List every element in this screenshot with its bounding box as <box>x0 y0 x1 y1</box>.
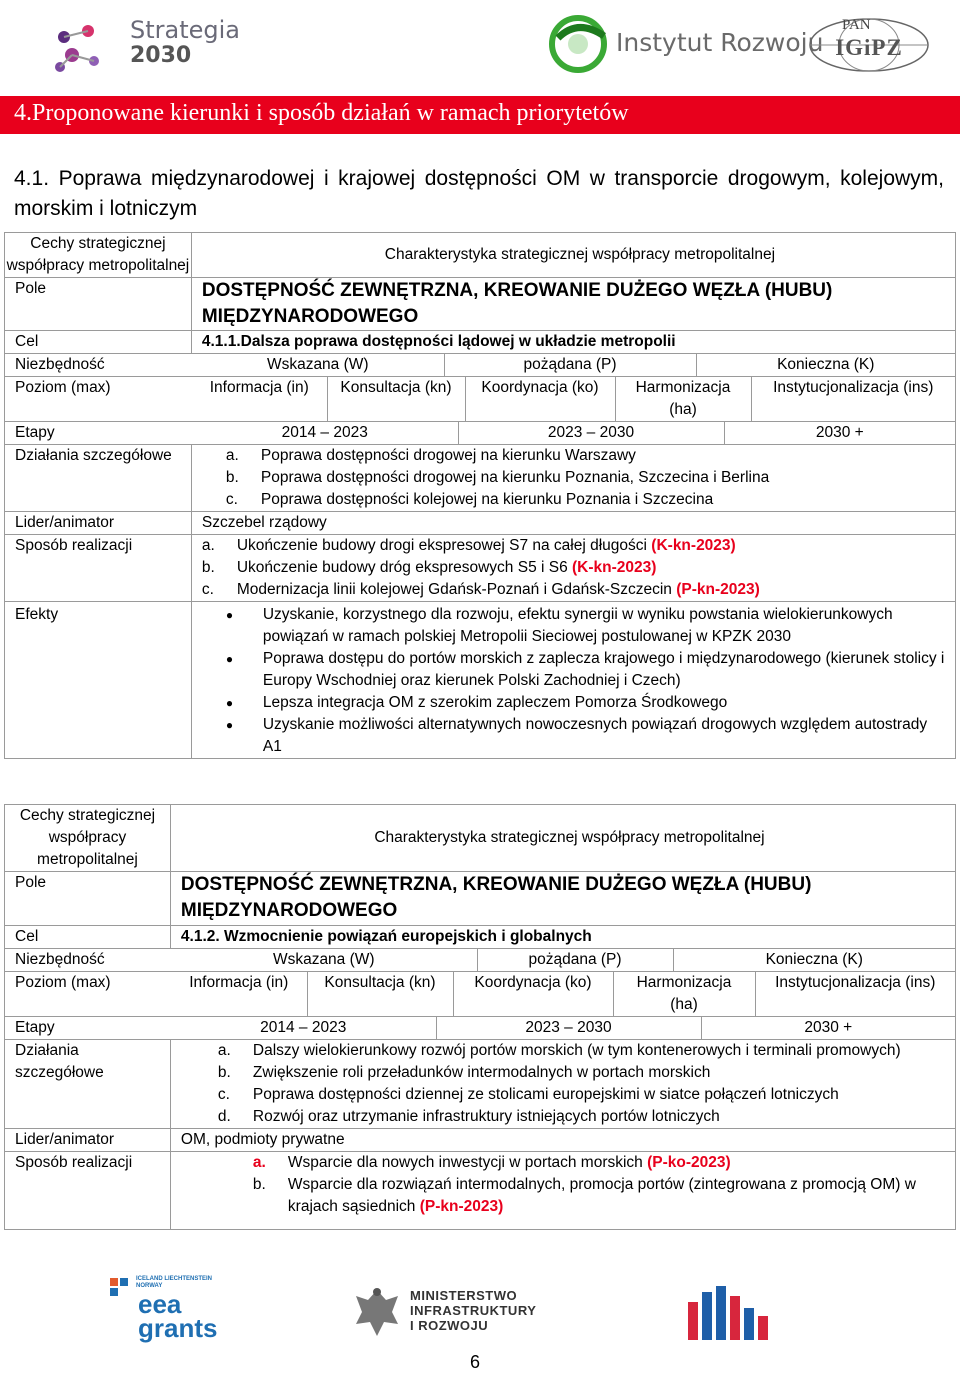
t2-lider-value: OM, podmioty prywatne <box>170 1129 955 1152</box>
strategia-year: 2030 <box>130 43 192 68</box>
t2-cel-label: Cel <box>5 926 171 949</box>
t1-lider-value: Szczebel rządowy <box>191 512 955 535</box>
t2-etapy-3: 2030 + <box>804 1019 853 1036</box>
t2-poziom-label: Poziom (max) <box>15 974 111 991</box>
t1-pole-value: DOSTĘPNOŚĆ ZEWNĘTRZNA, KREOWANIE DUŻEGO WĘZŁA (HUBU) MIĘDZYNARODOWEGO <box>201 280 833 327</box>
t1-etapy-row <box>15 422 955 444</box>
pan-igipz-logo <box>808 15 930 73</box>
t2-poziom-kn: Konsultacja (kn) <box>307 972 453 1016</box>
t1-niezbednosc-p: pożądana (P) <box>444 354 696 376</box>
eea-mark-icon <box>108 1276 136 1342</box>
eea-countries: ICELAND LIECHTENSTEIN NORWAY <box>136 1276 213 1289</box>
list-item: a. Dalszy wielokierunkowy rozwój portów morskich (w tym kontenerowych i terminali promowych) <box>217 1042 901 1059</box>
list-item: a. Ukończenie budowy drogi ekspresowej S7 na całej długości (K-kn-2023) <box>201 537 736 554</box>
t1-pole-label: Pole <box>5 278 192 331</box>
t1-niezbednosc-label: Niezbędność <box>15 356 105 373</box>
ministerstwo-logo <box>352 1284 542 1340</box>
t1-niezbednosc-w: Wskazana (W) <box>192 354 444 376</box>
t2-niezbednosc-k: Konieczna (K) <box>765 951 863 968</box>
t2-niezbednosc-p: pożądana (P) <box>477 949 673 971</box>
t2-niezbednosc-w: Wskazana (W) <box>171 949 477 971</box>
list-item: a. Poprawa dostępności drogowej na kierunku Warszawy <box>225 447 636 464</box>
strategia-name: Strategia <box>130 16 241 44</box>
list-item: d. Rozwój oraz utrzymanie infrastruktury istniejących portów lotniczych <box>217 1108 720 1125</box>
t1-header-right: Charakterystyka strategicznej współpracy metropolitalnej <box>191 233 955 278</box>
t1-cel-value: 4.1.1.Dalsza poprawa dostępności lądowej w układzie metropolii <box>191 331 955 354</box>
t1-poziom-ko: Koordynacja (ko) <box>465 377 615 421</box>
t2-etapy-row <box>15 1017 955 1039</box>
list-item: c. Modernizacja linii kolejowej Gdańsk-Poznań i Gdańsk-Szczecin (P-kn-2023) <box>201 581 760 598</box>
t2-poziom-ha: Harmonizacja (ha) <box>613 972 755 1016</box>
t1-niezbednosc-k: Konieczna (K) <box>777 356 875 373</box>
t2-sposob-label: Sposób realizacji <box>5 1152 171 1230</box>
t1-sposob-label: Sposób realizacji <box>5 535 192 602</box>
subsection-title: 4.1. Poprawa międzynarodowej i krajowej dostępności OM w transporcie drogowym, kolejowym, morskim i lotniczym <box>14 167 944 220</box>
t1-cel-label: Cel <box>5 331 192 354</box>
t1-poziom-ha: Harmonizacja (ha) <box>615 377 751 421</box>
t2-pole-value: DOSTĘPNOŚĆ ZEWNĘTRZNA, KREOWANIE DUŻEGO WĘZŁA (HUBU) MIĘDZYNARODOWEGO <box>180 874 812 921</box>
t2-pole-label: Pole <box>5 872 171 926</box>
list-item: c. Poprawa dostępności dziennej ze stolicami europejskimi w siatce połączeń lotniczych <box>217 1086 839 1103</box>
t1-etapy-3: 2030 + <box>815 424 864 441</box>
t2-cel-value: 4.1.2. Wzmocnienie powiązań europejskich i globalnych <box>170 926 955 949</box>
t1-poziom-row <box>15 377 955 421</box>
instytut-leaf-icon <box>548 14 612 74</box>
t2-sposob-list <box>253 1152 941 1218</box>
bullet-icon: ● <box>225 696 234 710</box>
t1-etapy-label: Etapy <box>15 424 55 441</box>
t2-poziom-ko: Koordynacja (ko) <box>453 972 613 1016</box>
t1-efekty-list <box>192 604 945 758</box>
eagle-emblem-icon <box>352 1284 402 1340</box>
strategy-table-1 <box>4 232 956 759</box>
t2-niezbednosc-label: Niezbędność <box>15 951 105 968</box>
bullet-icon: ● <box>225 652 234 666</box>
t2-lider-label: Lider/animator <box>5 1129 171 1152</box>
list-item: ● Uzyskanie możliwości alternatywnych nowoczesnych powiązań drogowych względem autostrady A1 <box>192 714 945 758</box>
list-item: ● Poprawa dostępu do portów morskich z zaplecza krajowego i międzynarodowego (kierunek stolicy i Europy Wschodniej oraz kierunek Polski Zachodniej i Czech) <box>192 648 945 692</box>
list-item: b. Ukończenie budowy dróg ekspresowych S5 i S6 (K-kn-2023) <box>201 559 657 576</box>
section-title: 4.Proponowane kierunki i sposób działań w ramach priorytetów <box>14 100 629 126</box>
t2-poziom-row <box>15 972 955 1016</box>
t1-dzialania-list <box>226 445 955 511</box>
t1-niezbednosc-row <box>15 354 955 376</box>
t2-etapy-label: Etapy <box>15 1019 55 1036</box>
t1-poziom-kn: Konsultacja (kn) <box>327 377 465 421</box>
t1-poziom-in: Informacja (in) <box>192 377 327 421</box>
eu-bars-icon <box>682 1282 778 1342</box>
instytut-rozwoju-text: Instytut Rozwoju <box>616 28 824 57</box>
t2-header-right: Charakterystyka strategicznej współpracy metropolitalnej <box>170 805 955 872</box>
list-item: b. Wsparcie dla rozwiązań intermodalnych, promocja portów (zintegrowana z promocją OM) w krajach sąsiednich (P-kn-2023) <box>252 1176 916 1215</box>
t2-header-left: Cechy strategicznej współpracy metropolitalnej <box>5 805 171 872</box>
t1-sposob-list <box>202 535 955 601</box>
list-item: b. Zwiększenie roli przeładunków intermodalnych w portach morskich <box>217 1064 711 1081</box>
strategia-2030-logo <box>50 15 241 85</box>
grants-text: grants <box>138 1313 218 1343</box>
strategia-mark-icon <box>50 21 120 81</box>
t2-dzialania-label: Działania szczegółowe <box>5 1040 171 1129</box>
list-item: ● Lepsza integracja OM z szerokim zapleczem Pomorza Środkowego <box>192 692 945 714</box>
instytut-rozwoju-logo <box>548 14 824 74</box>
eu-funds-logo <box>682 1282 778 1342</box>
t2-etapy-2: 2023 – 2030 <box>436 1017 701 1039</box>
bullet-icon: ● <box>225 718 234 732</box>
eea-text: eea <box>138 1289 182 1319</box>
t2-dzialania-list <box>218 1040 945 1128</box>
section-title-bar <box>0 96 960 134</box>
strategy-table-2 <box>4 804 956 1230</box>
t2-niezbednosc-row <box>15 949 955 971</box>
t1-poziom-ins: Instytucjonalizacja (ins) <box>773 379 934 396</box>
pan-text: PAN <box>842 17 871 33</box>
list-item: c. Poprawa dostępności kolejowej na kierunku Poznania i Szczecina <box>225 491 714 508</box>
list-item: ● Uzyskanie, korzystnego dla rozwoju, efektu synergii w wyniku powstania wielokierunkowych powiązań w ramach polskiej Metropolii Sieciowej postulowanej w KPZK 2030 <box>192 604 945 648</box>
t2-poziom-ins: Instytucjonalizacja (ins) <box>775 974 936 991</box>
ministerstwo-text: MINISTERSTWO INFRASTRUKTURY I ROZWOJU <box>410 1288 537 1333</box>
t1-etapy-2: 2023 – 2030 <box>458 422 724 444</box>
t1-poziom-label: Poziom (max) <box>15 379 111 396</box>
t2-etapy-1: 2014 – 2023 <box>171 1017 436 1039</box>
t1-etapy-1: 2014 – 2023 <box>192 422 458 444</box>
list-item: b. Poprawa dostępności drogowej na kierunku Poznania, Szczecina i Berlina <box>225 469 770 486</box>
t1-lider-label: Lider/animator <box>5 512 192 535</box>
t1-dzialania-label: Działania szczegółowe <box>5 445 192 512</box>
eea-grants-logo <box>108 1276 228 1346</box>
list-item: a. Wsparcie dla nowych inwestycji w portach morskich (P-ko-2023) <box>252 1154 731 1171</box>
page-number: 6 <box>470 1352 481 1372</box>
bullet-icon: ● <box>225 608 234 622</box>
t2-poziom-in: Informacja (in) <box>171 972 307 1016</box>
igipz-text: IGiPZ <box>835 35 903 60</box>
t1-header-left: Cechy strategicznej współpracy metropolitalnej <box>5 233 192 278</box>
t1-efekty-label: Efekty <box>5 602 192 759</box>
